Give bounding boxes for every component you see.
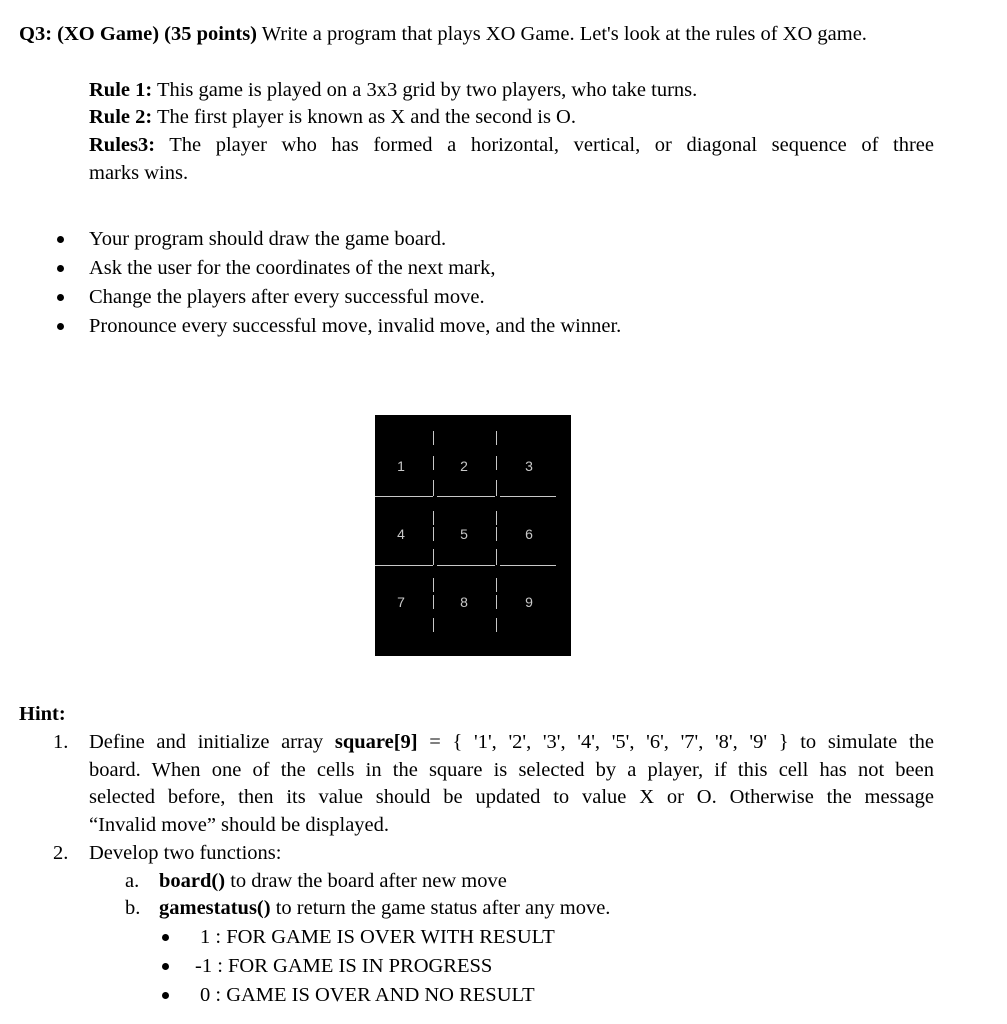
board-divider bbox=[496, 549, 497, 565]
code-identifier: square[9] bbox=[334, 731, 418, 753]
rule-3 bbox=[89, 131, 934, 159]
rule-label: Rules3: bbox=[89, 134, 156, 156]
status-item: 1 : FOR GAME IS OVER WITH RESULT bbox=[200, 926, 555, 948]
bullet-icon bbox=[162, 934, 169, 941]
hint-title: Hint: bbox=[19, 703, 66, 725]
board-divider bbox=[433, 595, 434, 609]
code-identifier: gamestatus() bbox=[159, 897, 271, 919]
bullet-icon bbox=[57, 294, 64, 301]
board-divider bbox=[433, 431, 434, 445]
board-cell: 4 bbox=[397, 526, 405, 542]
rule-1 bbox=[89, 76, 697, 104]
bullet-icon bbox=[57, 265, 64, 272]
board-divider bbox=[433, 511, 434, 525]
board-divider bbox=[433, 549, 434, 565]
board-cell: 2 bbox=[460, 458, 468, 474]
rule-2 bbox=[89, 103, 576, 131]
board-divider bbox=[500, 565, 556, 566]
rule-label: Rule 1: bbox=[89, 79, 153, 101]
board-cell: 7 bbox=[397, 594, 405, 610]
hint-sub-item-a: board() to draw the board after new move bbox=[159, 870, 507, 892]
board-divider bbox=[500, 496, 556, 497]
bullet-icon bbox=[57, 323, 64, 330]
game-board-screenshot bbox=[375, 415, 571, 656]
board-cell: 1 bbox=[397, 458, 405, 474]
board-cell: 5 bbox=[460, 526, 468, 542]
board-divider bbox=[496, 431, 497, 445]
hint-sub-item-b: gamestatus() to return the game status after any move. bbox=[159, 897, 611, 919]
rule-text: The player who has formed a horizontal, vertical, or diagonal sequence of three bbox=[155, 134, 934, 156]
board-cell: 6 bbox=[525, 526, 533, 542]
hint-item-1-line-4: “Invalid move” should be displayed. bbox=[89, 814, 390, 836]
board-divider bbox=[375, 565, 433, 566]
hint-item-1-line-1: Define and initialize array square[9] = { '1', '2', '3', '4', '5', '6', '7', '8', '9' } to simulate the bbox=[89, 731, 934, 753]
board-cell: 9 bbox=[525, 594, 533, 610]
board-divider bbox=[496, 618, 497, 632]
board-divider bbox=[375, 496, 433, 497]
list-number: 2. bbox=[53, 842, 69, 864]
board-divider bbox=[433, 527, 434, 541]
board-divider bbox=[433, 578, 434, 592]
board-divider bbox=[496, 527, 497, 541]
status-item: -1 : FOR GAME IS IN PROGRESS bbox=[195, 955, 493, 977]
hint-item-1-line-2: board. When one of the cells in the square is selected by a player, if this cell has not been bbox=[89, 759, 934, 781]
rule-label: Rule 2: bbox=[89, 106, 153, 128]
hint-item-2: Develop two functions: bbox=[89, 842, 282, 864]
board-cell: 8 bbox=[460, 594, 468, 610]
requirement-item: Your program should draw the game board. bbox=[89, 228, 447, 250]
question-heading bbox=[19, 20, 867, 48]
board-divider bbox=[496, 480, 497, 496]
requirement-item: Pronounce every successful move, invalid move, and the winner. bbox=[89, 315, 622, 337]
question-text: Write a program that plays XO Game. Let's look at the rules of XO game. bbox=[257, 23, 867, 45]
requirement-item: Ask the user for the coordinates of the next mark, bbox=[89, 257, 496, 279]
board-divider bbox=[496, 578, 497, 592]
rule-3-continuation: marks wins. bbox=[89, 162, 189, 184]
question-label: Q3: (XO Game) (35 points) bbox=[19, 23, 258, 45]
board-divider bbox=[437, 565, 495, 566]
list-letter: b. bbox=[125, 897, 141, 919]
bullet-icon bbox=[57, 236, 64, 243]
list-number: 1. bbox=[53, 731, 69, 753]
rule-text: This game is played on a 3x3 grid by two players, who take turns. bbox=[152, 79, 698, 101]
requirement-item: Change the players after every successful move. bbox=[89, 286, 485, 308]
board-divider bbox=[433, 456, 434, 470]
board-cell: 3 bbox=[525, 458, 533, 474]
hint-item-1-line-3: selected before, then its value should be updated to value X or O. Otherwise the message bbox=[89, 786, 934, 808]
board-divider bbox=[433, 618, 434, 632]
code-identifier: board() bbox=[159, 870, 226, 892]
board-divider bbox=[496, 456, 497, 470]
rule-text: The first player is known as X and the second is O. bbox=[152, 106, 576, 128]
bullet-icon bbox=[162, 992, 169, 999]
status-item: 0 : GAME IS OVER AND NO RESULT bbox=[200, 984, 535, 1006]
board-divider bbox=[496, 511, 497, 525]
list-letter: a. bbox=[125, 870, 140, 892]
board-divider bbox=[433, 480, 434, 496]
board-divider bbox=[496, 595, 497, 609]
bullet-icon bbox=[162, 963, 169, 970]
board-divider bbox=[437, 496, 495, 497]
